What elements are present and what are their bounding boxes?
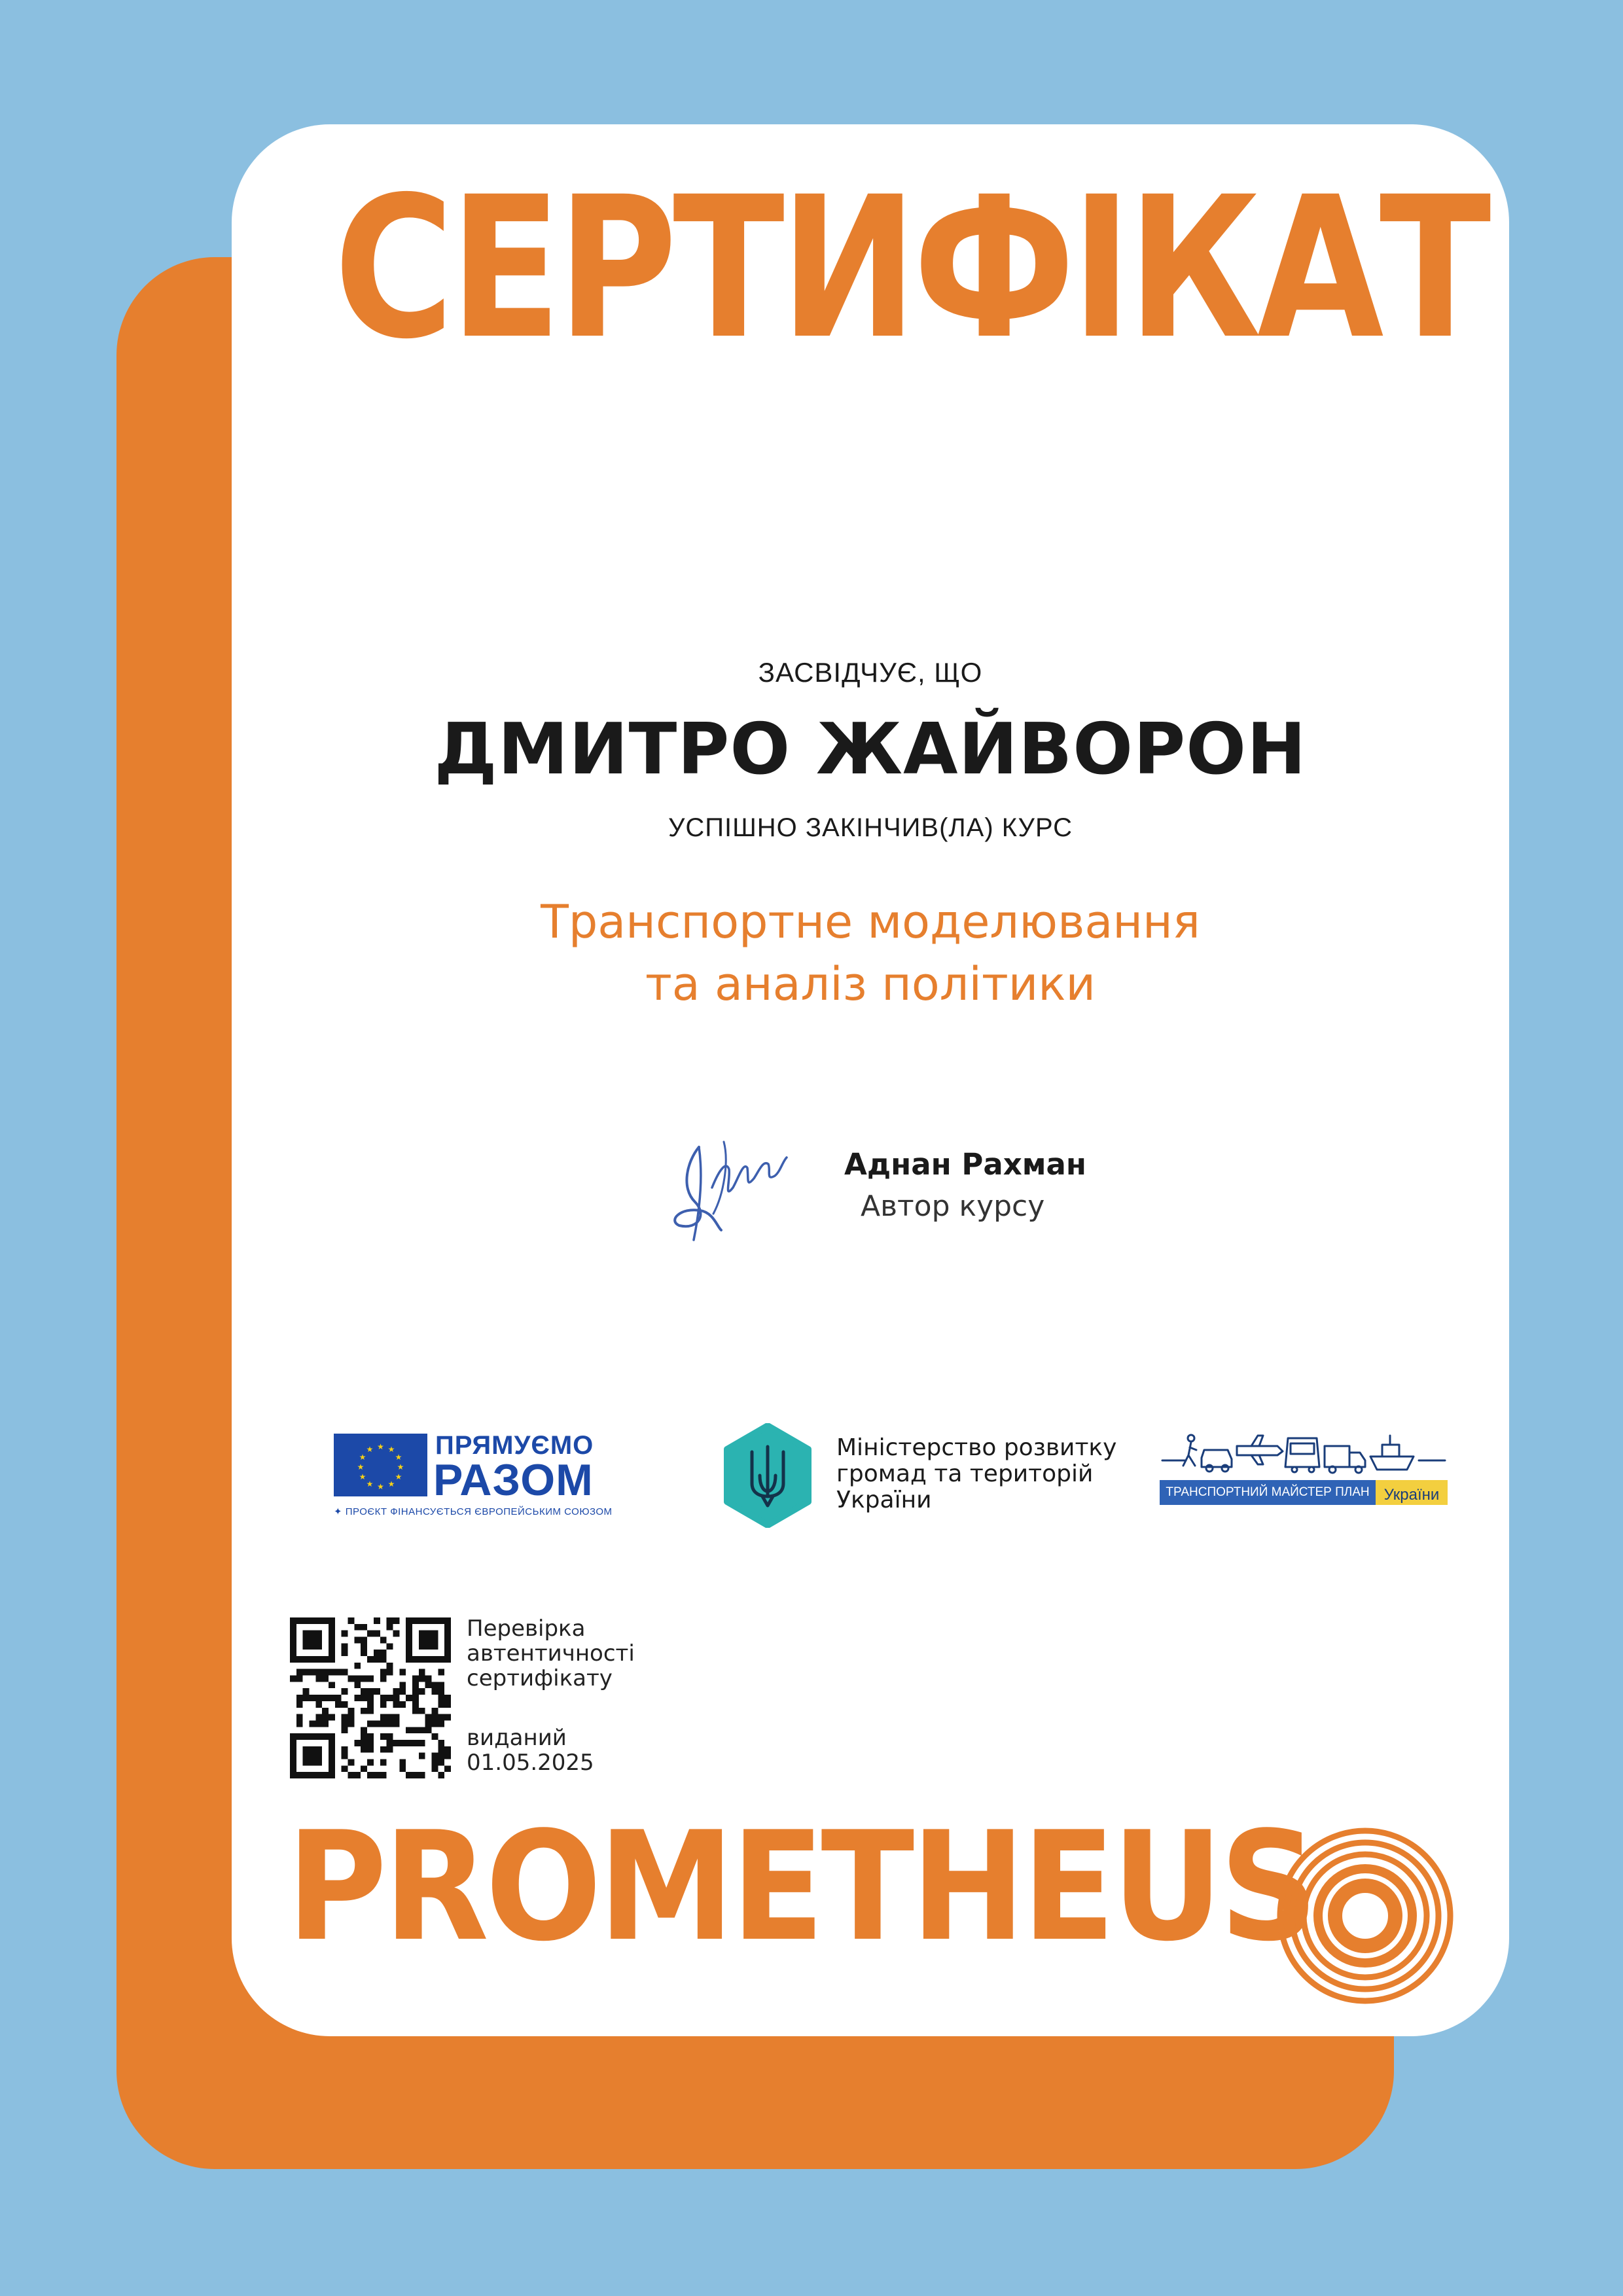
verification-qr-code[interactable] <box>290 1617 451 1778</box>
transport-modes-icon <box>1160 1426 1448 1479</box>
svg-text:★: ★ <box>395 1472 402 1481</box>
verification-line-1: Перевірка <box>467 1616 586 1642</box>
svg-text:★: ★ <box>366 1479 374 1489</box>
ministry-name-line-3: України <box>836 1487 932 1513</box>
author-role: Автор курсу <box>861 1190 1045 1223</box>
eu-logo-line-1: ПРЯМУЄМО <box>435 1431 594 1460</box>
svg-text:★: ★ <box>366 1445 374 1454</box>
issued-info <box>467 1725 594 1775</box>
issued-date: 01.05.2025 <box>467 1750 594 1776</box>
issued-label: виданий <box>467 1725 567 1751</box>
transport-master-plan-logo <box>1160 1426 1448 1518</box>
course-title-line-1: Транспортне моделювання <box>541 895 1200 949</box>
eu-together-logo <box>332 1428 613 1520</box>
svg-text:★: ★ <box>395 1453 402 1462</box>
recipient-name: ДМИТРО ЖАЙВОРОН <box>434 709 1307 790</box>
certificate-title: СЕРТИФІКАТ <box>334 155 1487 382</box>
svg-text:★: ★ <box>359 1472 366 1481</box>
svg-text:★: ★ <box>359 1453 366 1462</box>
author-name: Аднан Рахман <box>844 1147 1086 1182</box>
verification-line-2: автентичності <box>467 1640 635 1667</box>
prometheus-rings-icon <box>1275 1826 1455 2006</box>
ministry-name-line-2: громад та територій <box>836 1460 1094 1487</box>
trident-emblem-icon <box>722 1423 813 1528</box>
ministry-name-line-1: Міністерство розвитку <box>836 1434 1117 1461</box>
svg-text:★: ★ <box>377 1482 384 1491</box>
transport-plan-title: ТРАНСПОРТНИЙ МАЙСТЕР ПЛАН <box>1160 1480 1376 1505</box>
ministry-name <box>836 1435 1116 1513</box>
prometheus-wordmark: PROMETHEUS <box>287 1800 1315 1975</box>
svg-text:★: ★ <box>357 1462 365 1472</box>
certifies-label: ЗАСВІДЧУЄ, ЩО <box>758 657 983 688</box>
transport-plan-country: України <box>1383 1486 1440 1504</box>
course-title-line-2: та аналіз політики <box>645 957 1096 1011</box>
svg-text:★: ★ <box>387 1445 395 1454</box>
eu-logo-line-2: РАЗОМ <box>433 1455 594 1505</box>
author-signature <box>661 1116 792 1246</box>
svg-text:★: ★ <box>387 1479 395 1489</box>
verification-text <box>467 1616 635 1691</box>
verification-line-3: сертифікату <box>467 1665 613 1691</box>
ministry-logo <box>722 1423 1128 1528</box>
svg-text:★: ★ <box>397 1462 404 1472</box>
eu-logo-caption: ✦ ПРОЄКТ ФІНАНСУЄТЬСЯ ЄВРОПЕЙСЬКИМ СОЮЗОМ <box>334 1506 613 1517</box>
completed-label: УСПІШНО ЗАКІНЧИВ(ЛА) КУРС <box>668 813 1073 842</box>
eu-flag-icon <box>334 1434 427 1496</box>
svg-text:★: ★ <box>377 1442 384 1451</box>
